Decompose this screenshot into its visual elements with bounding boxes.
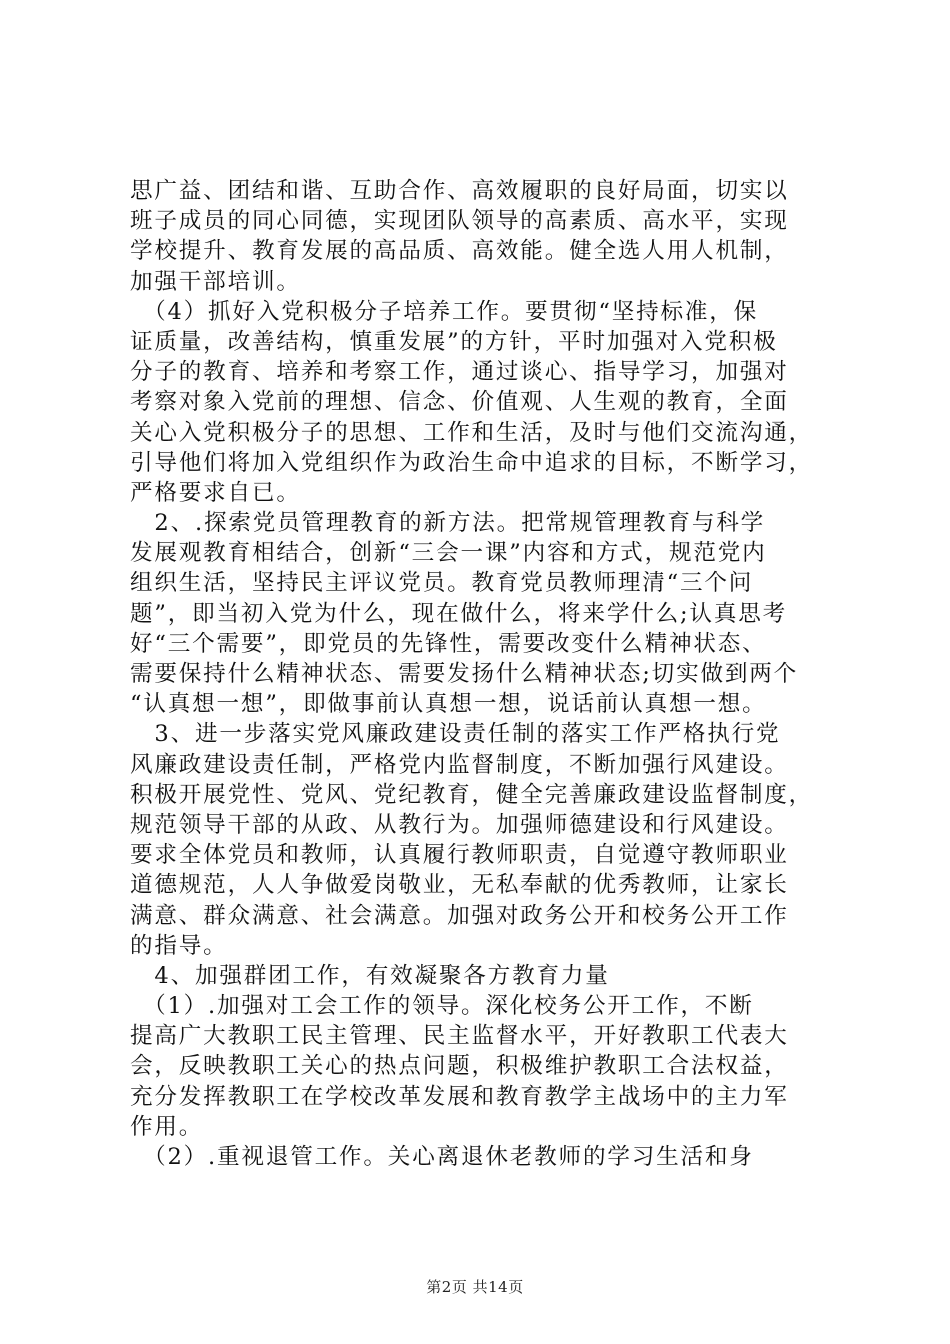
page-footer — [0, 1276, 950, 1297]
text-line: （4）抓好入党积极分子培养工作。要贯彻“坚持标准，保 — [130, 298, 759, 325]
text-line: 提高广大教职工民主管理、民主监督水平，开好教职工代表大 — [130, 1023, 789, 1050]
text-line: 积极开展党性、党风、党纪教育，健全完善廉政建设监督制度， — [130, 781, 814, 808]
text-line: 严格要求自已。 — [130, 479, 301, 506]
text-line: 学校提升、教育发展的高品质、高效能。健全选人用人机制， — [130, 238, 789, 265]
text-line: 组织生活，坚持民主评议党员。教育党员教师理清“三个问 — [130, 570, 754, 597]
text-line: 满意、群众满意、社会满意。加强对政务公开和校务公开工作 — [130, 902, 789, 929]
text-line: 好“三个需要”，即党员的先锋性，需要改变什么精神状态、 — [130, 630, 767, 657]
text-line: 思广益、团结和谐、互助合作、高效履职的良好局面，切实以 — [130, 178, 789, 204]
text-line: 充分发挥教职工在学校改革发展和教育教学主战场中的主力军 — [130, 1083, 789, 1110]
text-line: 题”，即当初入党为什么，现在做什么，将来学什么;认真思考 — [130, 600, 787, 627]
text-line: 2、.探索党员管理教育的新方法。把常规管理教育与科学 — [130, 510, 765, 537]
text-line: 需要保持什么精神状态、需要发扬什么精神状态;切实做到两个 — [130, 661, 799, 687]
body-text — [130, 176, 830, 1172]
text-line: 3、进一步落实党风廉政建设责任制的落实工作严格执行党 — [130, 721, 781, 748]
text-line: 引导他们将加入党组织作为政治生命中追求的目标，不断学习， — [130, 449, 814, 476]
text-line: 关心入党积极分子的思想、工作和生活，及时与他们交流沟通， — [130, 419, 814, 446]
text-line: 证质量，改善结构，慎重发展”的方针，平时加强对入党积极 — [130, 328, 778, 355]
text-line: 道德规范，人人争做爱岗敬业，无私奉献的优秀教师，让家长 — [130, 872, 789, 899]
text-line: （1）.加强对工会工作的领导。深化校务公开工作，不断 — [130, 993, 754, 1020]
page-number: 第2页 共14页 — [426, 1278, 524, 1296]
text-line: （2）.重视退管工作。关心离退休老教师的学习生活和身 — [130, 1144, 754, 1170]
text-line: 规范领导干部的从政、从教行为。加强师德建设和行风建设。 — [130, 811, 789, 838]
text-line: 风廉政建设责任制，严格党内监督制度，不断加强行风建设。 — [130, 751, 789, 778]
text-line: “认真想一想”，即做事前认真想一想，说话前认真想一想。 — [130, 691, 767, 718]
text-line: 会，反映教职工关心的热点问题，积极维护教职工合法权益， — [130, 1053, 789, 1080]
text-line: 的指导。 — [130, 932, 228, 959]
text-line: 班子成员的同心同德，实现团队领导的高素质、高水平，实现 — [130, 208, 789, 235]
text-line: 发展观教育相结合，创新“三会一课”内容和方式，规范党内 — [130, 540, 767, 567]
text-line: 加强干部培训。 — [130, 268, 301, 295]
text-line: 要求全体党员和教师，认真履行教师职责，自觉遵守教师职业 — [130, 842, 789, 869]
text-line: 考察对象入党前的理想、信念、价值观、人生观的教育，全面 — [130, 389, 789, 416]
text-line: 4、加强群团工作，有效凝聚各方教育力量 — [130, 962, 610, 989]
text-line: 作用。 — [130, 1113, 204, 1140]
text-line: 分子的教育、培养和考察工作，通过谈心、指导学习，加强对 — [130, 359, 789, 386]
